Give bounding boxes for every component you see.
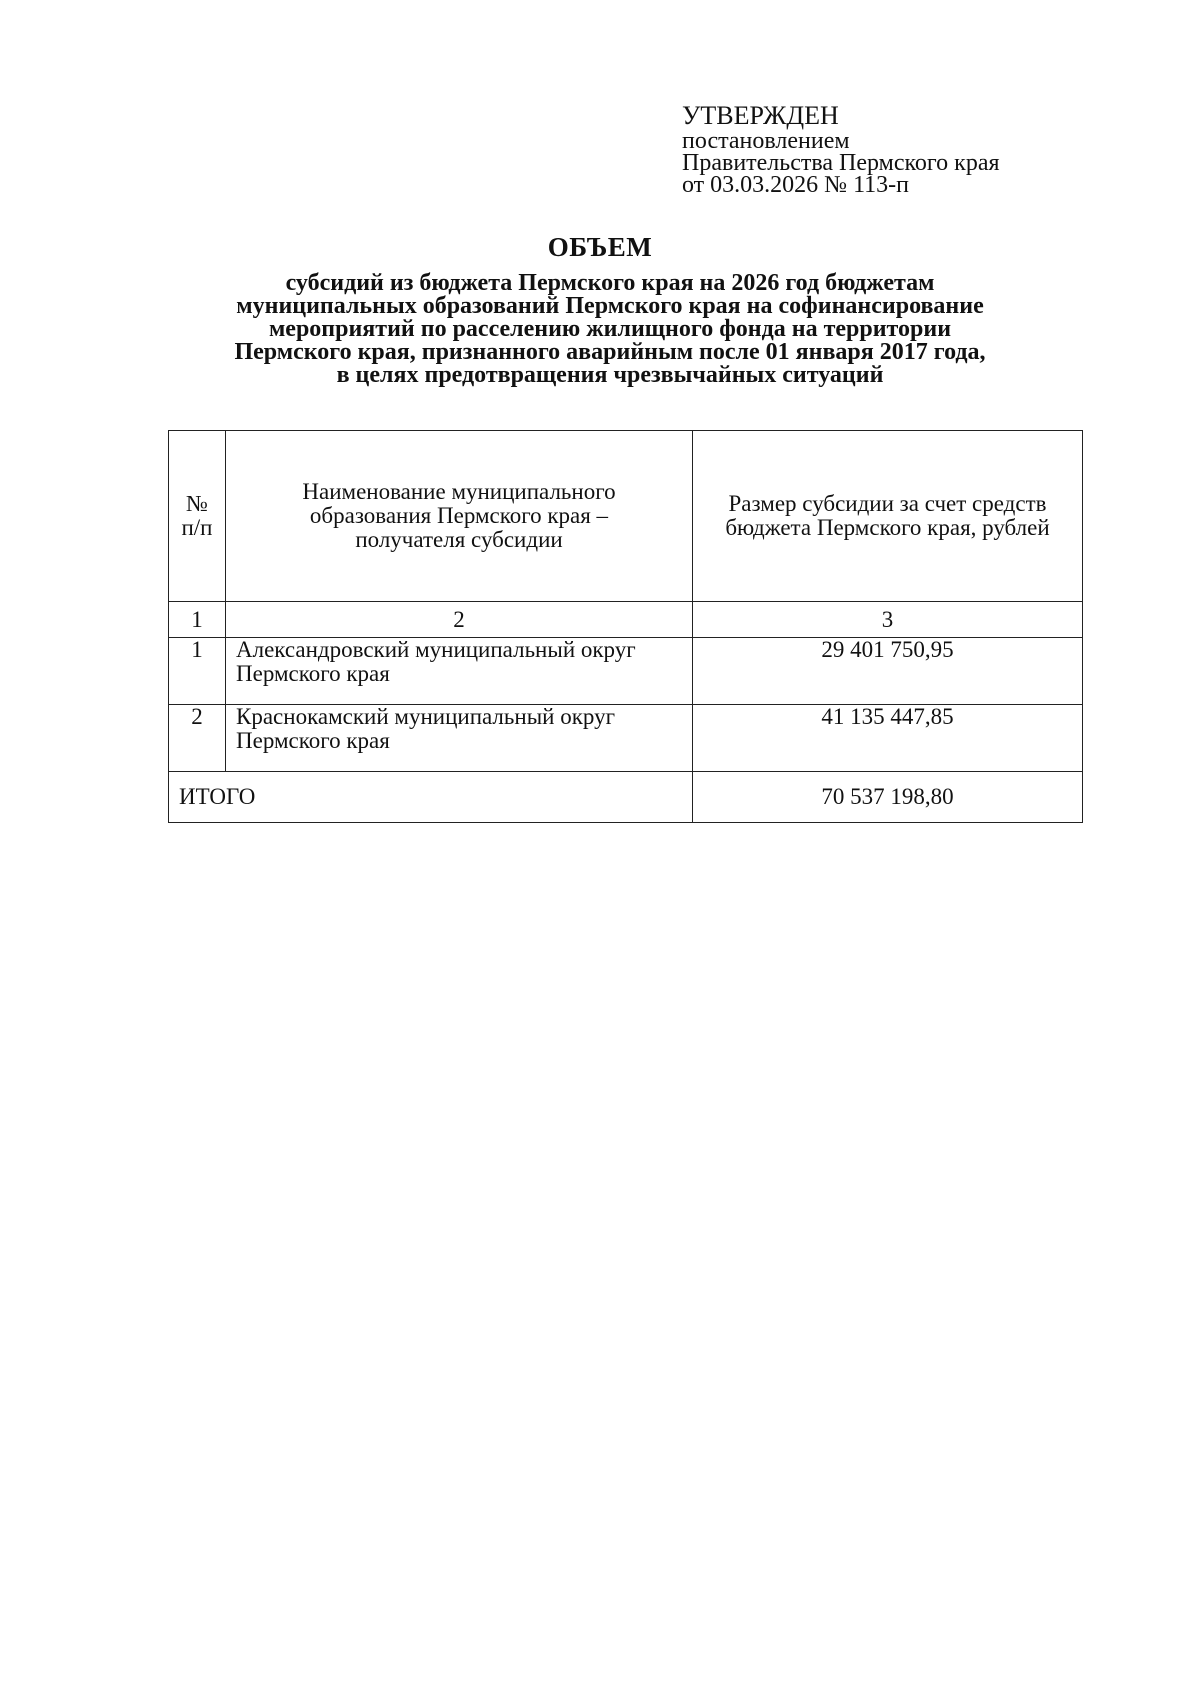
municipality-name-line: Александровский муниципальный округ [236, 637, 636, 662]
total-label: ИТОГО [169, 772, 693, 823]
header-amount-line: бюджета Пермского края, рублей [725, 515, 1050, 540]
header-num-line: п/п [181, 515, 213, 540]
municipality-name-line: Пермского края [236, 728, 390, 753]
header-name [226, 431, 693, 602]
table-row [169, 705, 1083, 772]
table-header-row [169, 431, 1083, 602]
subsidy-table [168, 430, 1083, 823]
header-name-line: образования Пермского края – [309, 503, 609, 528]
header-amount [693, 431, 1083, 602]
header-amount-line: Размер субсидии за счет средств [728, 491, 1047, 516]
header-num-line: № [186, 491, 208, 516]
subsidy-amount: 41 135 447,85 [693, 705, 1083, 772]
document-title: ОБЪЕМ [547, 232, 653, 262]
row-num: 2 [169, 705, 226, 772]
column-index-row [169, 602, 1083, 638]
municipality-name-line: Пермского края [236, 661, 390, 686]
header-num [169, 431, 226, 602]
approval-line-2: Правительства Пермского края [682, 150, 1000, 176]
subtitle-line: мероприятий по расселению жилищного фонда на территории [268, 316, 952, 342]
municipality-name-line: Краснокамский муниципальный округ [236, 704, 616, 729]
subtitle-line: Пермского края, признанного аварийным после 01 января 2017 года, [234, 339, 986, 365]
municipality-name [226, 705, 693, 772]
subtitle-line: в целях предотвращения чрезвычайных ситуаций [336, 362, 884, 388]
subsidy-amount: 29 401 750,95 [693, 638, 1083, 705]
subtitle-line: муниципальных образований Пермского края на софинансирование [236, 293, 984, 319]
approval-stamp: УТВЕРЖДЕН [682, 101, 839, 130]
document-subtitle [150, 272, 1070, 387]
total-row [169, 772, 1083, 823]
table-row [169, 638, 1083, 705]
header-name-line: получателя субсидии [355, 527, 563, 552]
column-index: 3 [693, 602, 1083, 638]
column-index: 2 [226, 602, 693, 638]
municipality-name [226, 638, 693, 705]
approval-line-1: постановлением [682, 128, 850, 154]
row-num: 1 [169, 638, 226, 705]
column-index: 1 [169, 602, 226, 638]
header-name-line: Наименование муниципального [302, 479, 616, 504]
approval-line-3: от 03.03.2026 № 113-п [682, 172, 910, 198]
total-amount: 70 537 198,80 [693, 772, 1083, 823]
approval-block [682, 102, 1000, 196]
subtitle-line: субсидий из бюджета Пермского края на 2026 год бюджетам [285, 270, 935, 296]
